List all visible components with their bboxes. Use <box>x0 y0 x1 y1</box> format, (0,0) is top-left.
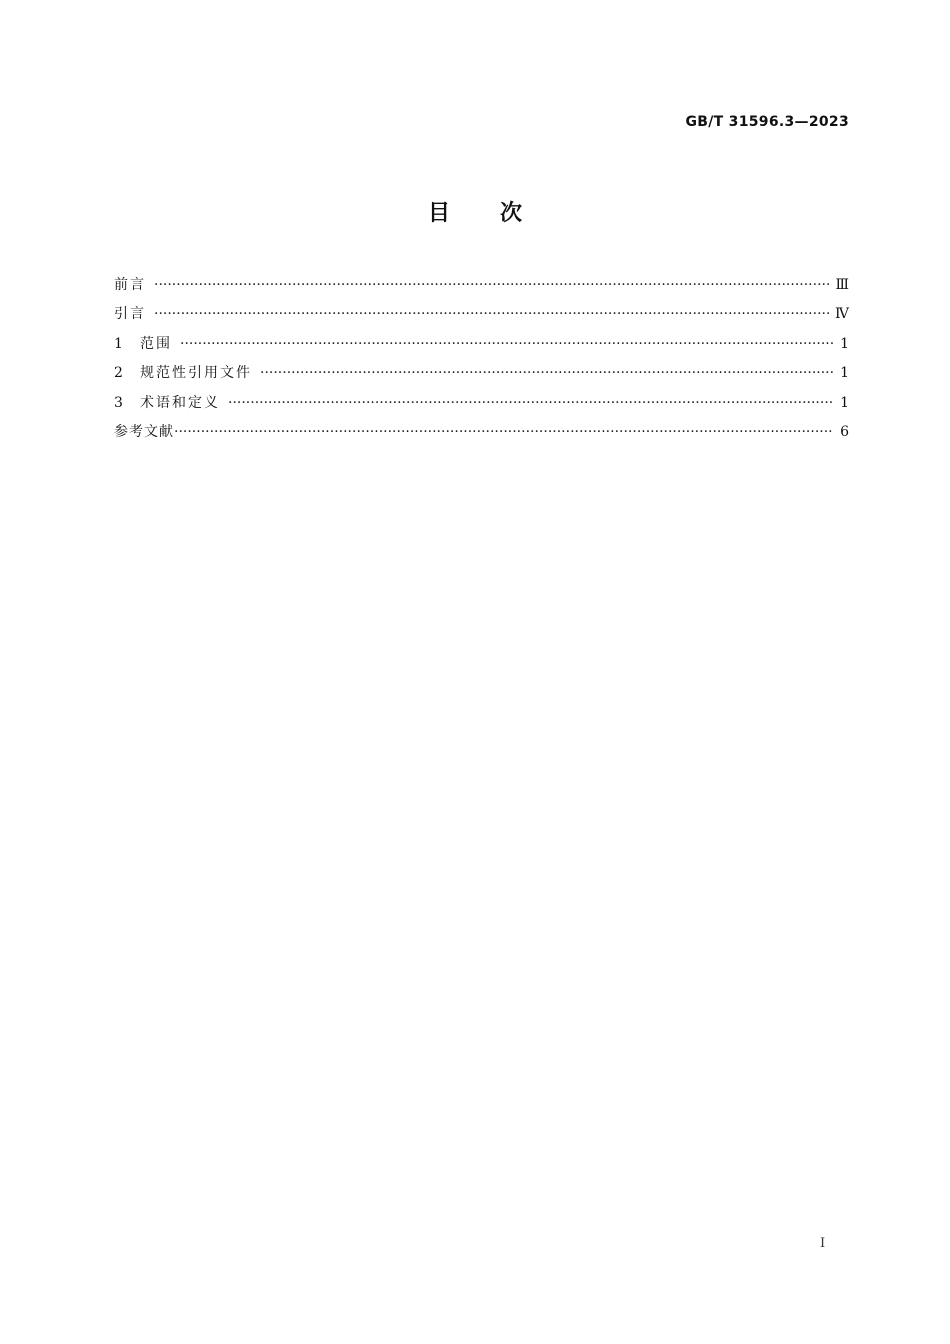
toc-leader-dots <box>180 336 833 352</box>
toc-entry-number: 1 <box>114 335 123 352</box>
toc-entry-label: 引言 <box>114 306 146 323</box>
toc-title-char-1: 目 <box>427 201 450 226</box>
toc-leader-dots <box>154 277 829 293</box>
table-of-contents <box>114 274 849 450</box>
toc-entry-foreword[interactable] <box>114 274 849 303</box>
toc-entry-page: 6 <box>840 423 849 440</box>
toc-entry-page: Ⅳ <box>835 306 849 323</box>
toc-leader-dots <box>154 306 829 322</box>
toc-entry-bibliography[interactable] <box>114 421 849 450</box>
toc-leader-dots <box>228 395 833 411</box>
toc-title <box>0 196 950 227</box>
toc-entry-page: 1 <box>840 394 849 411</box>
toc-entry-label: 术语和定义 <box>140 394 220 411</box>
toc-entry-page: 1 <box>840 335 849 352</box>
toc-entry-scope[interactable] <box>114 333 849 362</box>
toc-entry-number: 2 <box>114 365 123 382</box>
toc-entry-number: 3 <box>114 394 123 411</box>
toc-entry-terms-definitions[interactable] <box>114 392 849 421</box>
toc-entry-label: 前言 <box>114 277 146 293</box>
toc-entry-label: 范围 <box>140 335 172 352</box>
toc-entry-page: 1 <box>840 365 849 382</box>
toc-entry-label: 规范性引用文件 <box>140 365 252 382</box>
toc-entry-label: 参考文献 <box>114 423 174 440</box>
standard-code: GB/T 31596.3—2023 <box>685 114 849 130</box>
toc-leader-dots <box>260 365 833 381</box>
page-number: Ⅰ <box>820 1236 826 1251</box>
toc-entry-page: Ⅲ <box>835 277 849 293</box>
toc-title-char-2: 次 <box>500 201 523 226</box>
toc-leader-dots <box>174 424 833 440</box>
toc-entry-normative-references[interactable] <box>114 362 849 391</box>
toc-entry-introduction[interactable] <box>114 303 849 332</box>
